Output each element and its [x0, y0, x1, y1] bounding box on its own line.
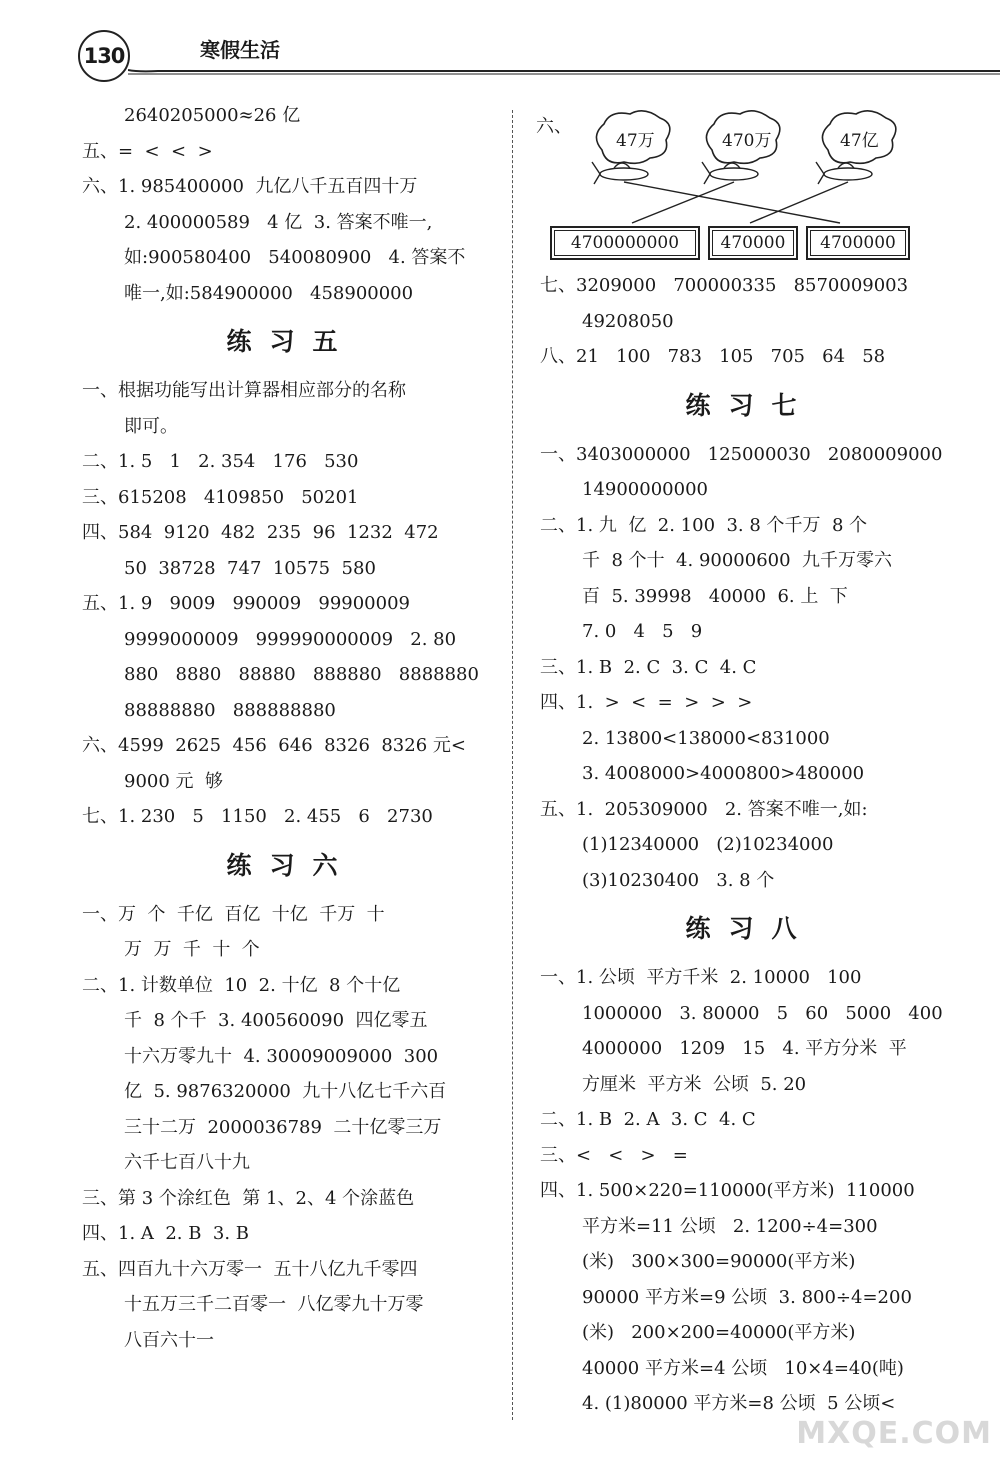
answer-line: 50 38728 747 10575 580 — [124, 557, 376, 579]
section-title-5: 练习五 — [226, 327, 356, 356]
answer-line: 88888880 888888880 — [124, 699, 336, 721]
answer-line: 六千七百八十九 — [124, 1152, 250, 1173]
column-divider — [512, 110, 513, 1420]
answer-line: 万 万 千 十 个 — [124, 939, 260, 960]
header-title: 寒假生活 — [200, 38, 280, 62]
section-8-lines — [540, 960, 960, 1422]
answer-line: 9999000009 999990000009 2. 80 — [124, 628, 457, 650]
right-top-lines — [540, 268, 960, 375]
left-column — [82, 98, 500, 1358]
answer-line: 方厘米 平方米 公顷 5. 20 — [582, 1073, 807, 1095]
cloud-label-1: 47万 — [616, 131, 655, 151]
answer-line: 三、第 3 个涂红色 第 1、2、4 个涂蓝色 — [82, 1187, 415, 1209]
answer-line: (3)10230400 3. 8 个 — [582, 869, 775, 891]
answer-line: 六、4599 2625 456 646 8326 8326 元< — [82, 735, 466, 756]
matching-diagram — [536, 98, 960, 268]
answer-line: 三、615208 4109850 50201 — [82, 486, 359, 508]
bug-1 — [592, 162, 648, 184]
answer-line: 五、四百九十六万零一 五十八亿九千零四 — [82, 1258, 418, 1280]
answer-line: 二、1. 九 亿 2. 100 3. 8 个千万 8 个 — [540, 514, 868, 536]
answer-line: 五、1. 9 9009 990009 99900009 — [82, 593, 410, 614]
answer-line: 四、1. 500×220=110000(平方米) 110000 — [540, 1180, 915, 1201]
answer-line: 五、= < < > — [82, 140, 213, 162]
answer-line: 平方米=11 公顷 2. 1200÷4=300 — [582, 1215, 878, 1237]
answer-line: 如:900580400 540080900 4. 答案不 — [124, 247, 466, 268]
bug-3 — [816, 162, 872, 184]
answer-line: 14900000000 — [582, 479, 708, 500]
section-title-7: 练习七 — [685, 390, 815, 420]
answer-line: 四、1. > < = > > > — [540, 692, 753, 713]
answer-line: 40000 平方米=4 公顷 10×4=40(吨) — [582, 1357, 904, 1379]
answer-line: (米) 200×200=40000(平方米) — [582, 1322, 856, 1343]
answer-line: 一、万 个 千亿 百亿 十亿 千万 十 — [82, 903, 385, 925]
answer-line: 四、584 9120 482 235 96 1232 472 — [82, 522, 439, 543]
answer-line: 三十二万 2000036789 二十亿零三万 — [124, 1116, 442, 1138]
right-column — [536, 98, 960, 1422]
answer-line: 千 8 个千 3. 400560090 四亿零五 — [124, 1010, 428, 1031]
answer-line: 千 8 个十 4. 90000600 九千万零六 — [582, 550, 893, 571]
question-six-label: 六、 — [536, 116, 572, 137]
answer-line: 三、1. B 2. C 3. C 4. C — [540, 656, 757, 678]
match-line-3 — [750, 182, 848, 223]
header-rule — [128, 62, 1000, 76]
answer-line: 49208050 — [582, 310, 674, 332]
answer-line: 二、1. B 2. A 3. C 4. C — [540, 1109, 756, 1130]
answer-line: 五、1. 205309000 2. 答案不唯一,如: — [540, 798, 868, 820]
answer-line: 2. 400000589 4 亿 3. 答案不唯一, — [124, 211, 433, 233]
section-title-6: 练习六 — [226, 850, 356, 880]
answer-box-3: 4700000 — [806, 226, 910, 260]
answer-line: 4000000 1209 15 4. 平方分米 平 — [582, 1038, 907, 1059]
answer-line: 二、1. 计数单位 10 2. 十亿 8 个十亿 — [82, 974, 401, 996]
answer-line: 百 5. 39998 40000 6. 上 下 — [582, 585, 848, 607]
answer-line: 7. 0 4 5 9 — [582, 621, 703, 642]
answer-line: 七、3209000 700000335 8570009003 — [540, 275, 909, 296]
answer-line: 880 8880 88880 888880 8888880 — [124, 664, 479, 685]
answer-line: 十六万零九十 4. 30009009000 300 — [124, 1045, 439, 1067]
left-top-lines — [82, 98, 500, 311]
watermark: MXQE.COM — [796, 1416, 992, 1451]
answer-line: 七、1. 230 5 1150 2. 455 6 2730 — [82, 806, 433, 827]
answer-line: 三、< < > = — [540, 1144, 688, 1166]
answer-line: (米) 300×300=90000(平方米) — [582, 1251, 856, 1272]
match-line-1 — [624, 182, 840, 223]
answer-line: (1)12340000 (2)10234000 — [582, 834, 834, 855]
match-line-2 — [632, 182, 734, 223]
page-header — [0, 0, 1000, 90]
answer-line: 唯一,如:584900000 458900000 — [124, 282, 414, 304]
page-number: 130 — [78, 30, 130, 82]
answer-line: 90000 平方米=9 公顷 3. 800÷4=200 — [582, 1286, 912, 1308]
answer-line: 二、1. 5 1 2. 354 176 530 — [82, 451, 359, 472]
answer-box-2: 470000 — [708, 226, 798, 260]
answer-line: 即可。 — [124, 415, 178, 437]
answer-line: 一、根据功能写出计算器相应部分的名称 — [82, 380, 406, 401]
answer-line: 9000 元 够 — [124, 770, 223, 792]
answer-line: 一、1. 公顷 平方千米 2. 10000 100 — [540, 967, 862, 988]
section-5-lines — [82, 373, 500, 835]
answer-line: 3. 4008000>4000800>480000 — [582, 763, 865, 784]
cloud-label-3: 47亿 — [840, 131, 879, 151]
answer-line: 亿 5. 9876320000 九十八亿七千六百 — [124, 1081, 447, 1102]
answer-line: 2. 13800<138000<831000 — [582, 727, 830, 749]
answer-line: 八百六十一 — [124, 1329, 214, 1351]
section-7-lines — [540, 437, 960, 899]
answer-line: 六、1. 985400000 九亿八千五百四十万 — [82, 176, 418, 197]
answer-line: 1000000 3. 80000 5 60 5000 400 — [582, 1002, 943, 1024]
answer-box-1: 4700000000 — [550, 226, 700, 260]
answer-line: 四、1. A 2. B 3. B — [82, 1223, 250, 1244]
answer-line: 八、21 100 783 105 705 64 58 — [540, 346, 886, 367]
answer-line: 一、3403000000 125000030 2080009000 — [540, 443, 943, 465]
answer-line: 4. (1)80000 平方米=8 公顷 5 公顷< — [582, 1393, 896, 1414]
section-6-lines — [82, 897, 500, 1359]
answer-line: 2640205000≈26 亿 — [124, 105, 301, 126]
answer-line: 十五万三千二百零一 八亿零九十万零 — [124, 1294, 424, 1315]
section-title-8: 练习八 — [685, 914, 815, 943]
bug-2 — [702, 162, 758, 184]
cloud-label-2: 470万 — [722, 131, 772, 151]
